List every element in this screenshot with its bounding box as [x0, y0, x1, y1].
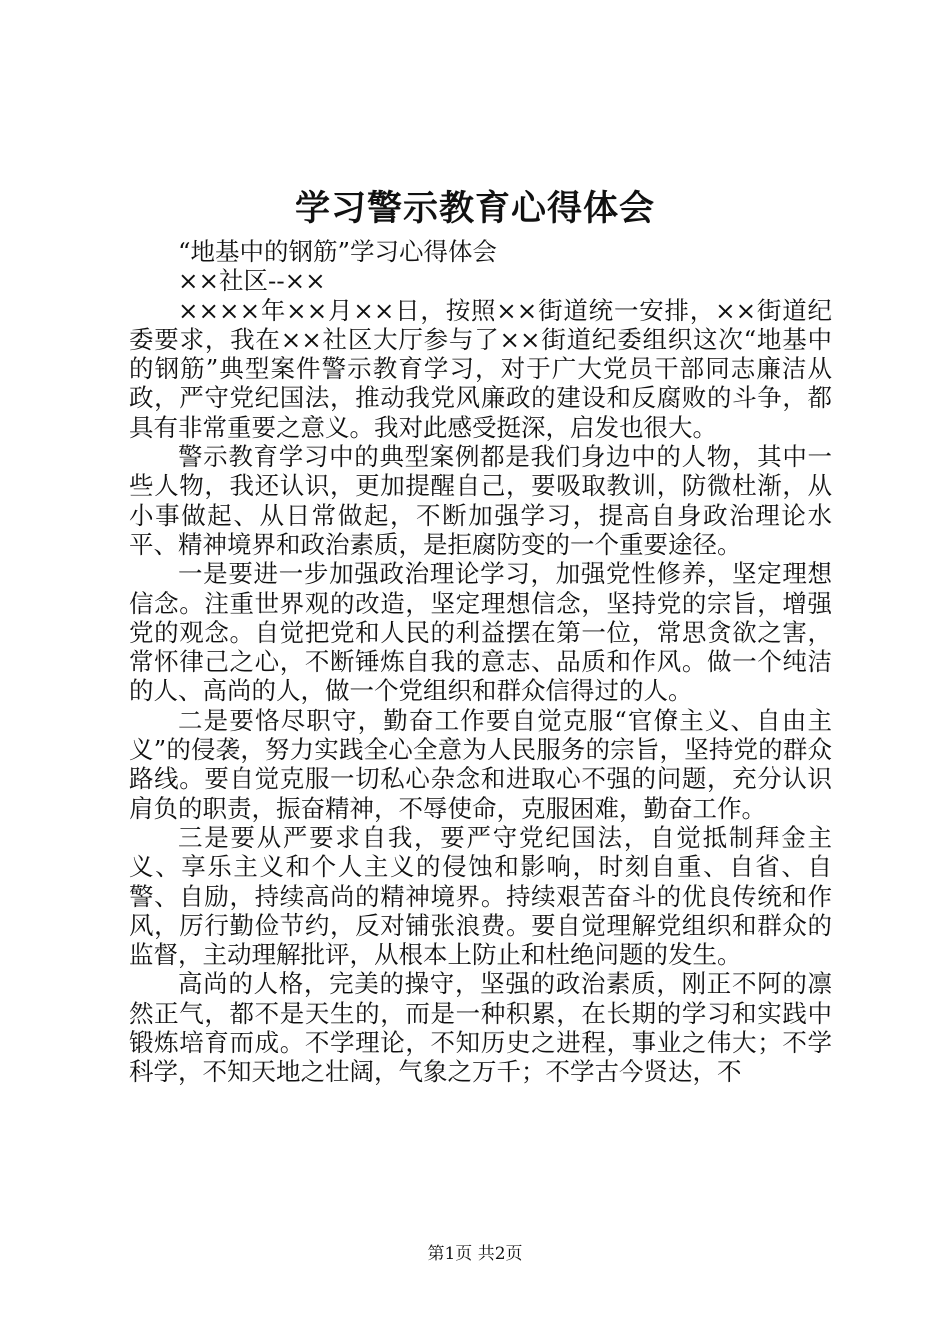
paragraph: 三是要从严要求自我，要严守党纪国法，自觉抵制拜金主义、享乐主义和个人主义的侵蚀和影响，时刻自重、自省、自警、自励，持续高尚的精神境界。持续艰苦奋斗的优良传统和作风，厉行勤俭节约，反对铺张浪费。要自觉理解党组织和群众的监督，主动理解批评，从根本上防止和杜绝问题的发生。 — [129, 822, 832, 970]
paragraph: ××××年××月××日，按照××街道统一安排，××街道纪委要求，我在××社区大厅参与了××街道纪委组织这次“地基中的钢筋”典型案件警示教育学习，对于广大党员干部同志廉洁从政，严守党纪国法，推动我党风廉政的建设和反腐败的斗争，都具有非常重要之意义。我对此感受挺深，启发也很大。 — [129, 295, 832, 442]
page-number: 第1页 共2页 — [427, 1244, 523, 1264]
paragraph: 一是要进一步加强政治理论学习，加强党性修养，坚定理想信念。注重世界观的改造，坚定理想信念，坚持党的宗旨，增强党的观念。自觉把党和人民的利益摆在第一位，常思贪欲之害，常怀律己之心，不断锤炼自我的意志、品质和作风。做一个纯洁的人、高尚的人，做一个党组织和群众信得过的人。 — [129, 559, 832, 706]
document-body — [129, 237, 832, 1087]
paragraph: 二是要恪尽职守，勤奋工作要自觉克服“官僚主义、自由主义”的侵袭，努力实践全心全意为人民服务的宗旨，坚持党的群众路线。要自觉克服一切私心杂念和进取心不强的问题，充分认识肩负的职责，振奋精神，不辱使命，克服困难，勤奋工作。 — [129, 705, 832, 823]
paragraph-author: ××社区--×× — [178, 266, 326, 296]
paragraph: 高尚的人格，完美的操守，坚强的政治素质，刚正不阿的凛然正气，都不是天生的，而是一种积累，在长期的学习和实践中锻炼培育而成。不学理论，不知历史之进程，事业之伟大；不学科学，不知天地之壮阔，气象之万千；不学古今贤达，不 — [129, 969, 832, 1087]
document-title: 学习警示教育心得体会 — [294, 188, 655, 229]
paragraph: 警示教育学习中的典型案例都是我们身边中的人物，其中一些人物，我还认识，更加提醒自己，要吸取教训，防微杜渐，从小事做起、从日常做起，不断加强学习，提高自身政治理论水平、精神境界和政治素质，是拒腐防变的一个重要途径。 — [129, 442, 832, 559]
paragraph-subtitle: “地基中的钢筋”学习心得体会 — [178, 237, 498, 266]
